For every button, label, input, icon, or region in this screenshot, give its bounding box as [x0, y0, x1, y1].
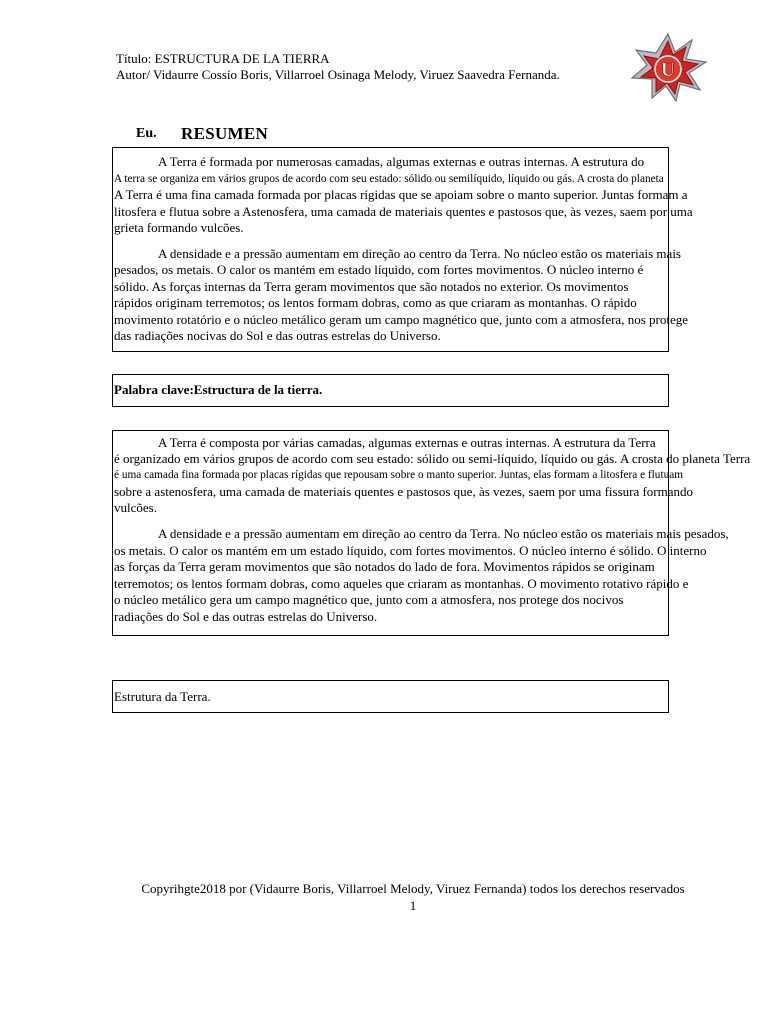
summary-1-line: movimento rotatório e o núcleo metálico geram um campo magnético que, junto com a atmosfera, nos protege: [114, 312, 688, 327]
summary-1-line: A Terra é formada por numerosas camadas, algumas externas e outras internas. A estrutura do: [158, 154, 645, 169]
summary-2-line: terremotos; os lentos formam dobras, como aqueles que criaram as montanhas. O movimento rotativo rápido e: [114, 576, 689, 591]
summary-2-line: as forças da Terra geram movimentos que são notados do lado de fora. Movimentos rápidos se originam: [114, 559, 655, 574]
summary-2-line: os metais. O calor os mantém em um estado líquido, com fortes movimentos. O núcleo interno é sólido. O interno: [114, 543, 707, 558]
page-number: 1: [409, 898, 417, 913]
summary-2-line: A Terra é composta por várias camadas, algumas externas e outras internas. A estrutura da Terra: [158, 435, 656, 450]
document-title: Título: ESTRUCTURA DE LA TIERRA: [116, 51, 330, 66]
summary-2-line: é uma camada fina formada por placas rígidas que repousam sobre o manto superior. Juntas, elas formam a litosfera e flutuam: [114, 469, 684, 481]
summary-1-line: das radiações nocivas do Sol e das outras estrelas do Universo.: [114, 328, 441, 343]
footer-copyright: Copyrihgte2018 por (Vidaurre Boris, Villarroel Melody, Viruez Fernanda) todos los derechos reservados: [141, 881, 685, 896]
summary-2-line: A densidade e a pressão aumentam em direção ao centro da Terra. No núcleo estão os materiais mais pesados,: [158, 526, 729, 541]
summary-1-line: pesados, os metais. O calor os mantém em estado líquido, com fortes movimentos. O núcleo interno é: [114, 262, 644, 277]
summary-2-line: o núcleo metálico gera um campo magnético que, junto com a atmosfera, nos protege dos nocivos: [114, 592, 624, 607]
summary-1-line: grieta formando vulcões.: [114, 220, 244, 235]
keyword-text: Palabra clave:Estructura de la tierra.: [114, 382, 323, 397]
logo-letter: U: [660, 59, 676, 81]
document-author: Autor/ Vidaurre Cossío Boris, Villarroel Osinaga Melody, Viruez Saavedra Fernanda.: [116, 67, 560, 82]
summary-2-line: sobre a astenosfera, uma camada de materiais quentes e pastosos que, às vezes, saem por uma fissura formando: [114, 484, 694, 499]
summary-1-line: A densidade e a pressão aumentam em direção ao centro da Terra. No núcleo estão os materiais mais: [158, 246, 681, 261]
summary-2-line: vulcões.: [114, 500, 157, 515]
summary-1-line: sólido. As forças internas da Terra geram movimentos que são notados no exterior. Os movimentos: [114, 279, 629, 294]
summary-1-line: A Terra é uma fina camada formada por placas rígidas que se apoiam sobre o manto superior. Juntas formam a: [114, 187, 688, 202]
summary-1-line: litosfera e flutua sobre a Astenosfera, uma camada de materiais quentes e pastosos que, às vezes, saem por uma: [114, 204, 693, 219]
keyword-pt-text: Estrutura da Terra.: [114, 689, 211, 704]
summary-1-line: A terra se organiza em vários grupos de acordo com seu estado: sólido ou semilíquido, líquido ou gás. A crosta do planeta: [114, 173, 664, 185]
summary-1-line: rápidos originam terremotos; os lentos formam dobras, como as que criaram as montanhas. O rápido: [114, 295, 637, 310]
section-number: Eu.: [136, 126, 157, 141]
section-title: RESUMEN: [181, 124, 269, 143]
summary-2-line: radiações do Sol e das outras estrelas do Universo.: [114, 609, 378, 624]
summary-2-line: é organizado em vários grupos de acordo com seu estado: sólido ou semi-líquido, líquido ou gás. A crosta do planeta Terra: [114, 451, 751, 466]
university-logo: [628, 32, 708, 102]
